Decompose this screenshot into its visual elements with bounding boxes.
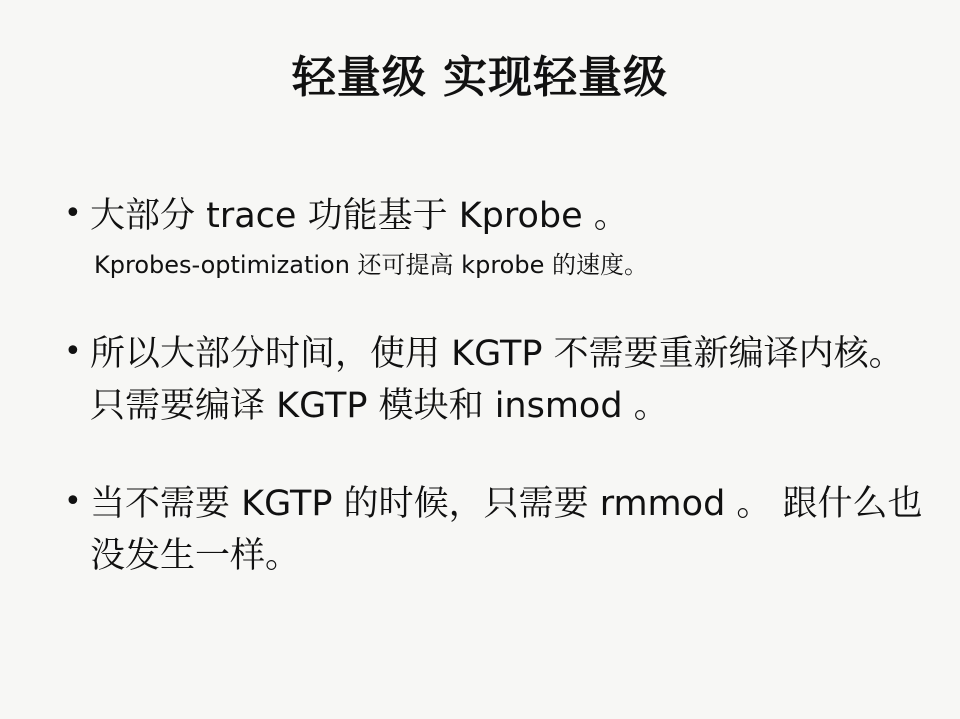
- bullet-text: 所以大部分时间，使用 KGTP 不需要重新编译内核。只需要编译 KGTP 模块和 insmod 。: [90, 334, 904, 426]
- spacer: [52, 282, 932, 328]
- bullet-text: 当不需要 KGTP 的时候，只需要 rmmod 。 跟什么也没发生一样。: [90, 484, 923, 576]
- bullet-marker-icon: •: [64, 334, 82, 369]
- list-item: [52, 478, 932, 582]
- bullet-marker-icon: •: [64, 196, 82, 231]
- spacer: [52, 436, 932, 478]
- bullet-subtext: Kprobes-optimization 还可提高 kprobe 的速度。: [94, 251, 648, 279]
- slide-body: [52, 190, 932, 586]
- list-item: [52, 328, 932, 432]
- page-title: 轻量级 实现轻量级: [291, 52, 669, 103]
- bullet-text: 大部分 trace 功能基于 Kprobe 。: [90, 196, 629, 236]
- list-item: [52, 190, 932, 242]
- bullet-marker-icon: •: [64, 484, 82, 519]
